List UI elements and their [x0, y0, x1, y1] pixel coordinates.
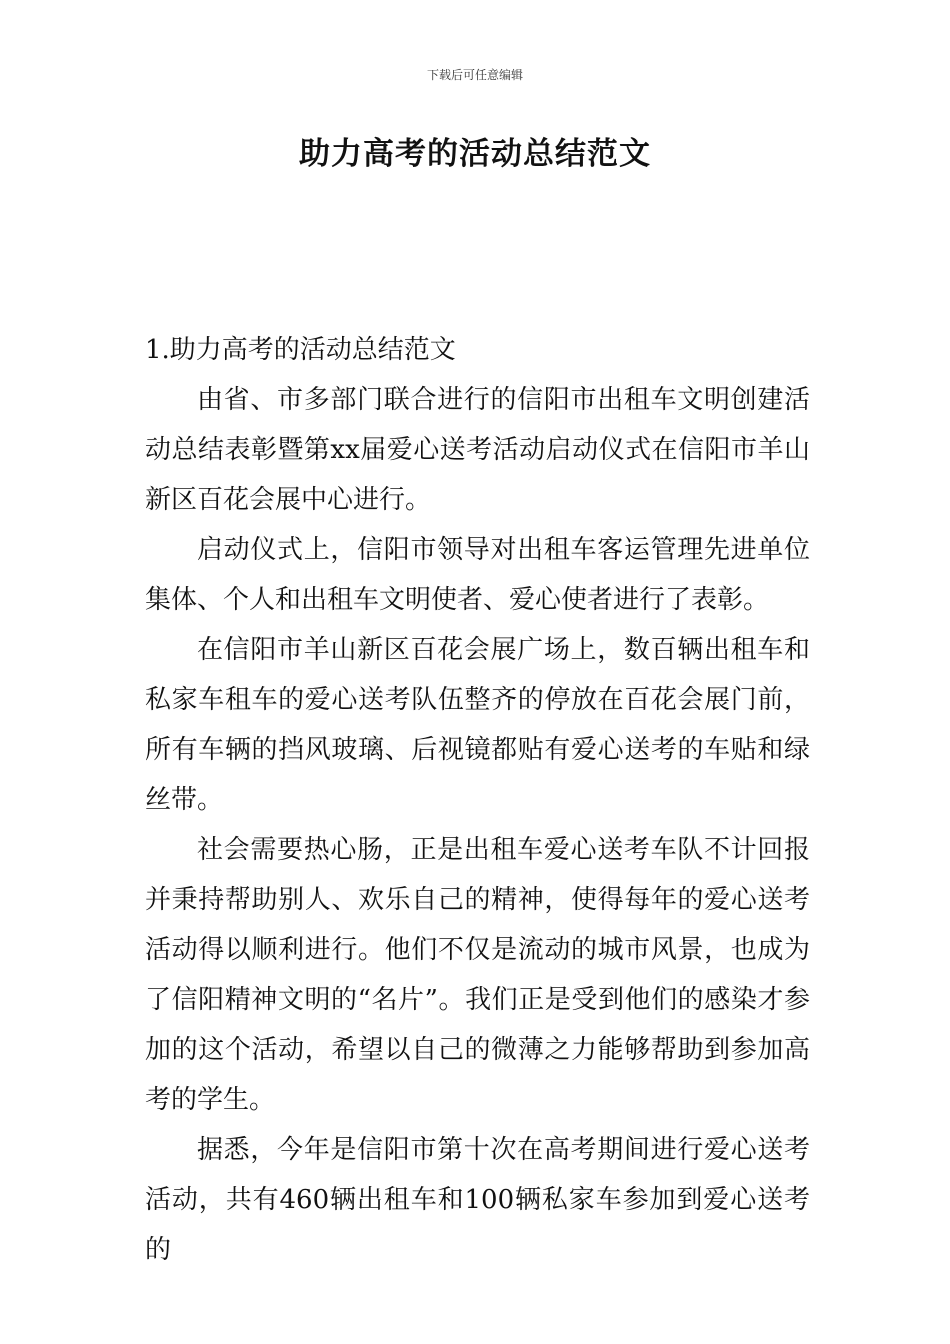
- paragraph-5: 据悉，今年是信阳市第十次在高考期间进行爱心送考活动，共有460辆出租车和100辆私家车参加到爱心送考的: [145, 1135, 810, 1265]
- paragraph-4: 社会需要热心肠，正是出租车爱心送考车队不计回报并秉持帮助别人、欢乐自己的精神，使得每年的爱心送考活动得以顺利进行。他们不仅是流动的城市风景，也成为了信阳精神文明的“名片”。我们正是受到他们的感染才参加的这个活动，希望以自己的微薄之力能够帮助到参加高考的学生。: [145, 835, 810, 1115]
- paragraph-2: 启动仪式上，信阳市领导对出租车客运管理先进单位集体、个人和出租车文明使者、爱心使者进行了表彰。: [145, 535, 810, 615]
- paragraph-3: 在信阳市羊山新区百花会展广场上，数百辆出租车和私家车租车的爱心送考队伍整齐的停放在百花会展门前，所有车辆的挡风玻璃、后视镜都贴有爱心送考的车贴和绿丝带。: [145, 635, 810, 815]
- document-body: [145, 325, 810, 1275]
- section-heading: 1.助力高考的活动总结范文: [145, 335, 456, 365]
- document-title: 助力高考的活动总结范文: [299, 136, 651, 172]
- paragraph-1: 由省、市多部门联合进行的信阳市出租车文明创建活动总结表彰暨第xx届爱心送考活动启动仪式在信阳市羊山新区百花会展中心进行。: [145, 385, 810, 515]
- header-note: 下载后可任意编辑: [426, 68, 523, 82]
